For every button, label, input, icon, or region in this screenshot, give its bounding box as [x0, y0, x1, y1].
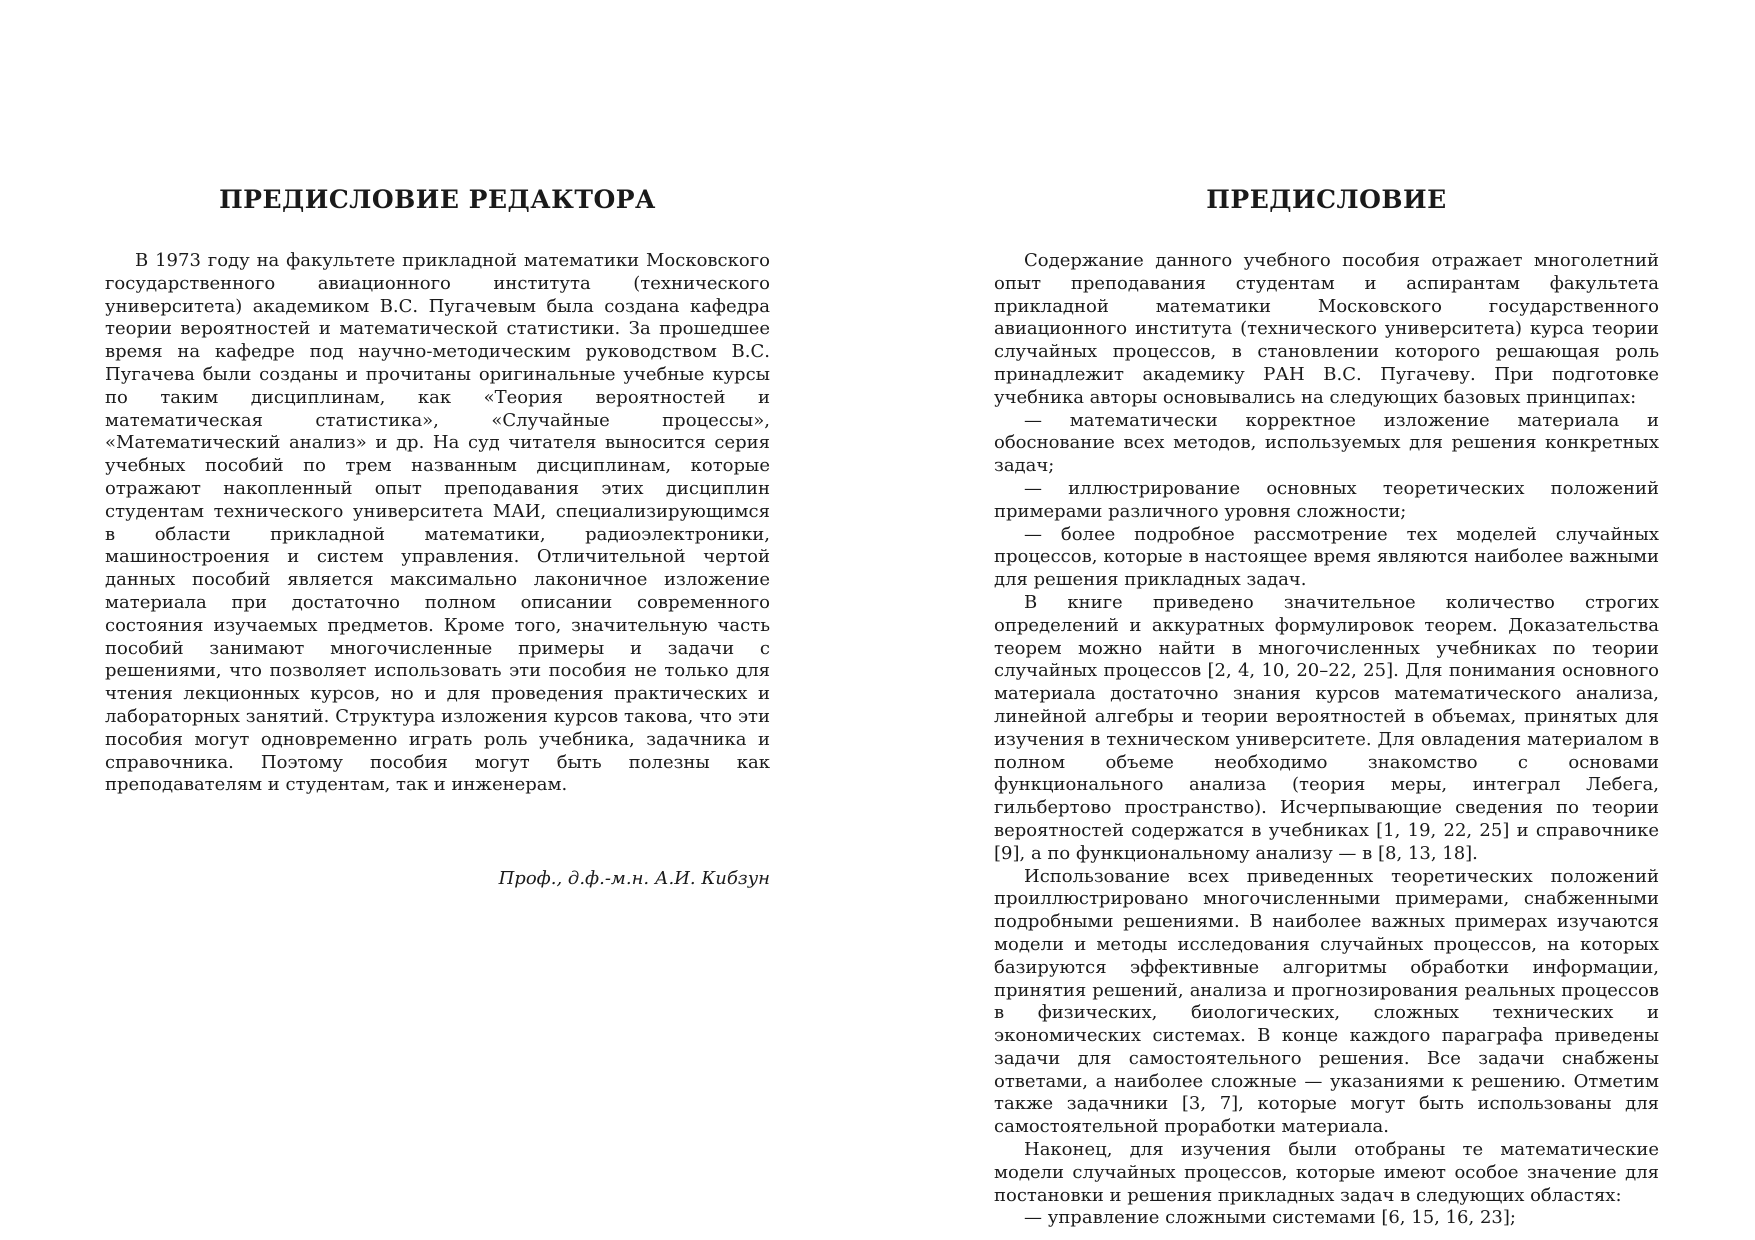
editor-preface-body: [105, 250, 770, 797]
preface-title: ПРЕДИСЛОВИЕ: [1206, 185, 1447, 214]
editor-preface-title: ПРЕДИСЛОВИЕ РЕДАКТОРА: [219, 185, 656, 214]
editor-signature: Проф., д.ф.-м.н. А.И. Кибзун: [498, 868, 770, 889]
list-item: — математически корректное изложение материала и обоснование всех методов, используемых для решения конкретных задач;: [994, 409, 1659, 477]
list-item: — управление сложными системами [6, 15, 16, 23];: [1024, 1207, 1516, 1229]
paragraph: В 1973 году на факультете прикладной математики Московского государственного авиационного института (технического университета) академиком В.С. Пугачевым была создана кафедра теории вероятностей и математической статистики. За прошедшее время на кафедре под научно-методическим руководством В.С. Пугачева были созданы и прочитаны оригинальные учебные курсы по таким дисциплинам, как «Теория вероятностей и математическая статистика», «Случайные процессы», «Математический анализ» и др. На суд читателя выносится серия учебных пособий по трем названным дисциплинам, которые отражают накопленный опыт преподавания этих дисциплин студентам технического университета МАИ, специализирующимся в области прикладной математики, радиоэлектроники, машиностроения и систем управления. Отличительной чертой данных пособий является максимально лаконичное изложение материала при достаточно полном описании современного состояния изучаемых предметов. Кроме того, значительную часть пособий занимают многочисленные примеры и задачи с решениями, что позволяет использовать эти пособия не только для чтения лекционных курсов, но и для проведения практических и лабораторных занятий. Структура изложения курсов такова, что эти пособия могут одновременно играть роль учебника, задачника и справочника. Поэтому пособия могут быть полезны как преподавателям и студентам, так и инженерам.: [105, 250, 770, 796]
list-item: — более подробное рассмотрение тех моделей случайных процессов, которые в настоящее время являются наиболее важными для решения прикладных задач.: [994, 523, 1659, 591]
paragraph: Содержание данного учебного пособия отражает многолетний опыт преподавания студентам и аспирантам факультета прикладной математики Московского государственного авиационного института (технического университета) курса теории случайных процессов, в становлении которого решающая роль принадлежит академику РАН В.С. Пугачеву. При подготовке учебника авторы основывались на следующих базовых принципах:: [994, 250, 1659, 408]
paragraph: Использование всех приведенных теоретических положений проиллюстрировано многочисленными примерами, снабженными подробными решениями. В наиболее важных примерах изучаются модели и методы исследования случайных процессов, на которых базируются эффективные алгоритмы обработки информации, принятия решений, анализа и прогнозирования реальных процессов в физических, биологических, сложных технических и экономических системах. В конце каждого параграфа приведены задачи для самостоятельного решения. Все задачи снабжены ответами, а наиболее сложные — указаниями к решению. Отметим также задачники [3, 7], которые могут быть использованы для самостоятельной проработки материала.: [994, 865, 1659, 1138]
paragraph: Наконец, для изучения были отобраны те математические модели случайных процессов, которые имеют особое значение для постановки и решения прикладных задач в следующих областях:: [994, 1139, 1659, 1206]
paragraph: В книге приведено значительное количество строгих определений и аккуратных формулировок теорем. Доказательства теорем можно найти в многочисленных учебниках по теории случайных процессов [2, 4, 10, 20–22, 25]. Для понимания основного материала достаточно знания курсов математического анализа, линейной алгебры и теории вероятностей в объемах, принятых для изучения в техническом университете. Для овладения материалом в полном объеме необходимо знакомство с основами функционального анализа (теория меры, интеграл Лебега, гильбертово пространство). Исчерпывающие сведения по теории вероятностей содержатся в учебниках [1, 19, 22, 25] и справочнике [9], а по функциональному анализу — в [8, 13, 18].: [994, 591, 1659, 864]
preface-body: [994, 250, 1659, 1230]
list-item: — иллюстрирование основных теоретических положений примерами различного уровня сложности;: [994, 477, 1659, 522]
